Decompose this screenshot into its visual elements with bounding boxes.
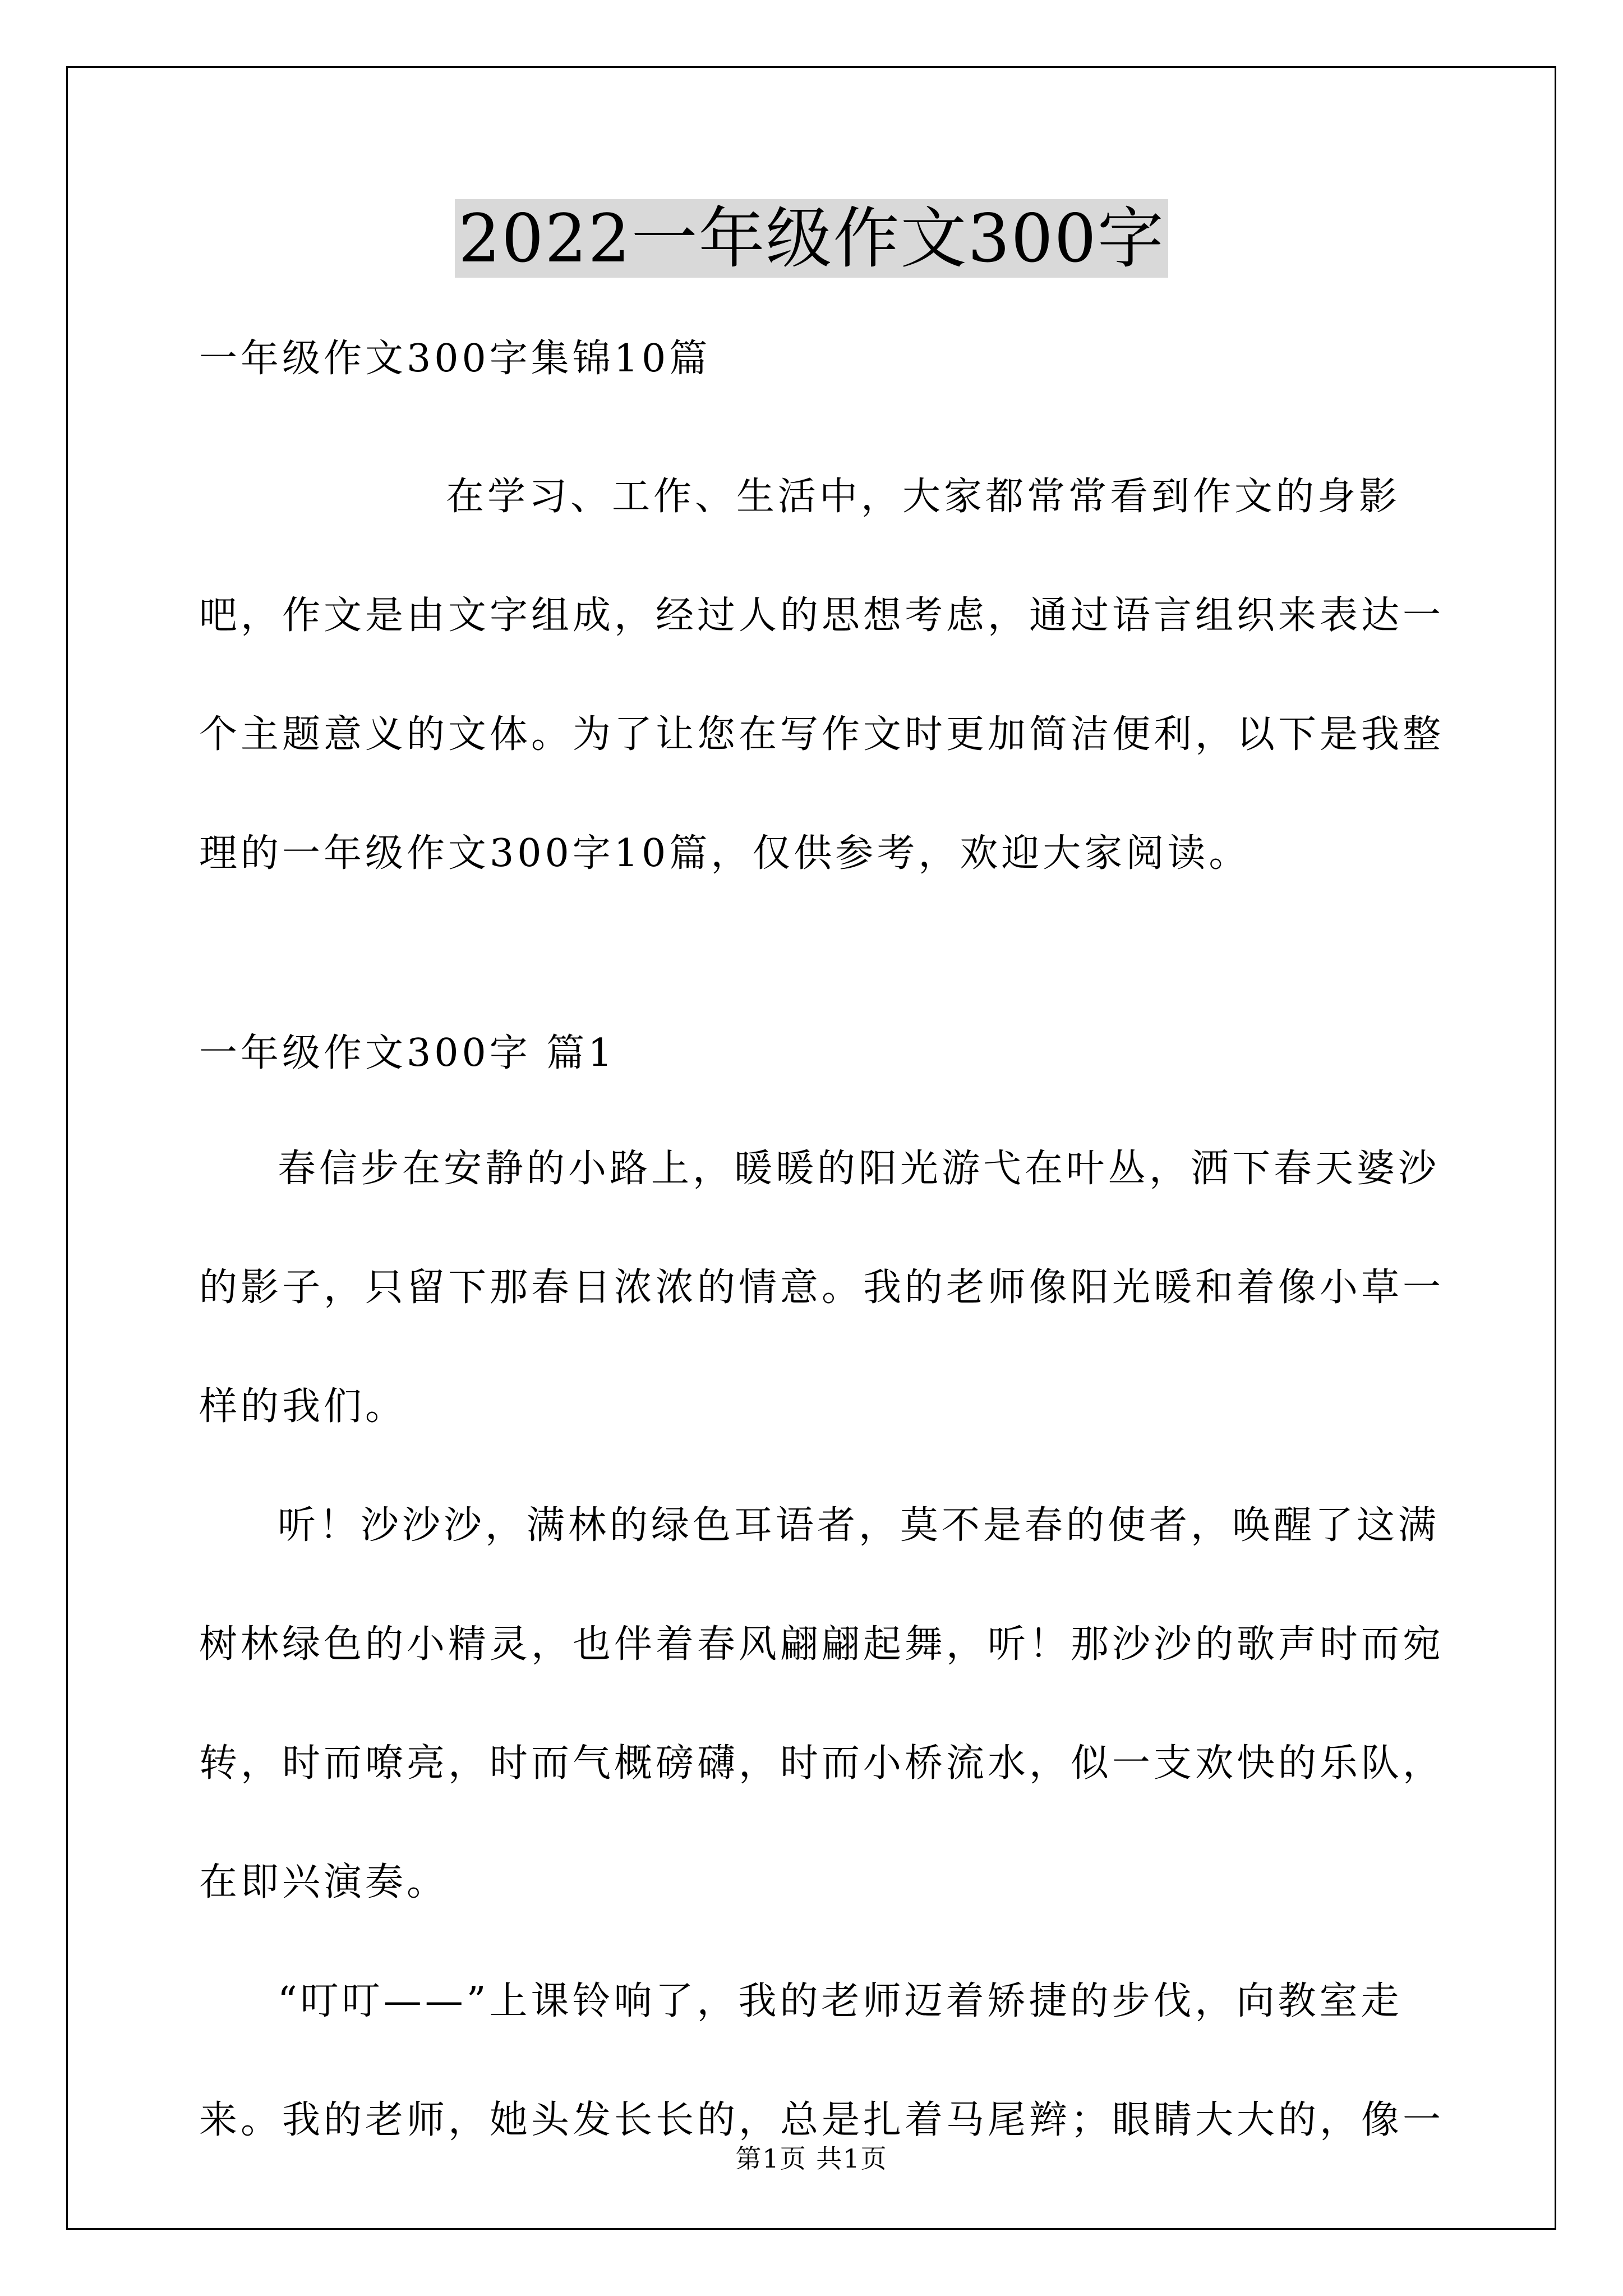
intro-paragraph: 在学习、工作、生活中，大家都常常看到作文的身影吧，作文是由文字组成，经过人的思想考虑，通过语言组织来表达一个主题意义的文体。为了让您在写作文时更加简洁便利，以下是我整理的一年级作文300字10篇，仅供参考，欢迎大家阅读。 <box>199 475 1445 876</box>
body-paragraph: “叮叮——”上课铃响了，我的老师迈着矫捷的步伐，向教室走来。我的老师，她头发长长的，总是扎着马尾辫；眼睛大大的，像一 <box>199 1979 1445 2142</box>
body-paragraph: 听！沙沙沙，满林的绿色耳语者，莫不是春的使者，唤醒了这满树林绿色的小精灵，也伴着春风翩翩起舞，听！那沙沙的歌声时而宛转，时而嘹亮，时而气概磅礴，时而小桥流水，似一支欢快的乐队，在即兴演奏。 <box>199 1503 1445 1904</box>
body-paragraph: 春信步在安静的小路上，暖暖的阳光游弋在叶丛，洒下春天婆沙的影子，只留下那春日浓浓的情意。我的老师像阳光暖和着像小草一样的我们。 <box>199 1147 1445 1429</box>
document-subtitle: 一年级作文300字集锦10篇 <box>199 337 711 381</box>
page-footer: 第1页 共1页 <box>735 2143 888 2174</box>
document-title: 2022一年级作文300字 <box>455 199 1168 278</box>
title-container <box>0 199 1623 278</box>
section-heading: 一年级作文300字 篇1 <box>199 1031 616 1075</box>
document-body <box>199 303 1444 2180</box>
